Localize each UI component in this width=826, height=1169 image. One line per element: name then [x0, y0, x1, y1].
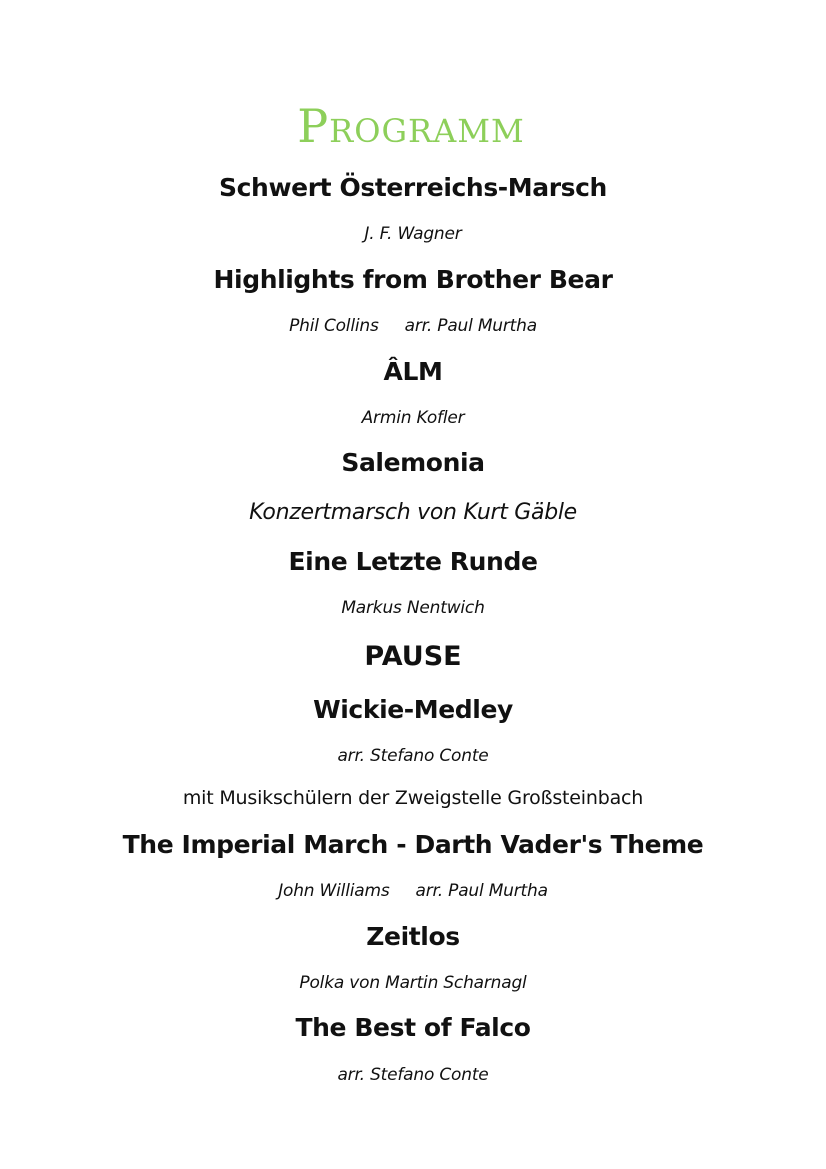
composer-credit: J. F. Wagner	[364, 224, 462, 244]
piece-title: ÂLM	[383, 357, 443, 386]
page-title: Programm	[297, 99, 525, 153]
piece-title: Eine Letzte Runde	[288, 547, 538, 576]
piece-title: The Best of Falco	[295, 1013, 531, 1042]
arranger-credit: arr. Stefano Conte	[337, 746, 489, 766]
arranger-credit: arr. Paul Murtha	[404, 316, 537, 336]
arranger-credit: arr. Stefano Conte	[337, 1065, 489, 1085]
arranger-credit: arr. Paul Murtha	[415, 881, 548, 901]
composer-credit: Armin Kofler	[361, 408, 465, 428]
composer-credit: Phil Collins	[289, 316, 379, 336]
piece-title: The Imperial March - Darth Vader's Theme	[122, 830, 704, 859]
composer-credit: Markus Nentwich	[341, 598, 485, 618]
composer-credit: Konzertmarsch von Kurt Gäble	[249, 500, 577, 525]
composer-credit: John Williams	[278, 881, 390, 901]
credit-line	[0, 314, 826, 338]
composer-credit: Polka von Martin Scharnagl	[299, 973, 527, 993]
performance-note: mit Musikschülern der Zweigstelle Großsteinbach	[182, 787, 644, 809]
piece-title: Zeitlos	[366, 922, 460, 951]
pause-label: PAUSE	[364, 641, 462, 672]
piece-title: Salemonia	[341, 448, 485, 477]
piece-title: Wickie-Medley	[313, 695, 513, 724]
credit-line	[0, 879, 826, 903]
piece-title: Highlights from Brother Bear	[213, 265, 613, 294]
piece-title: Schwert Österreichs-Marsch	[219, 173, 607, 202]
